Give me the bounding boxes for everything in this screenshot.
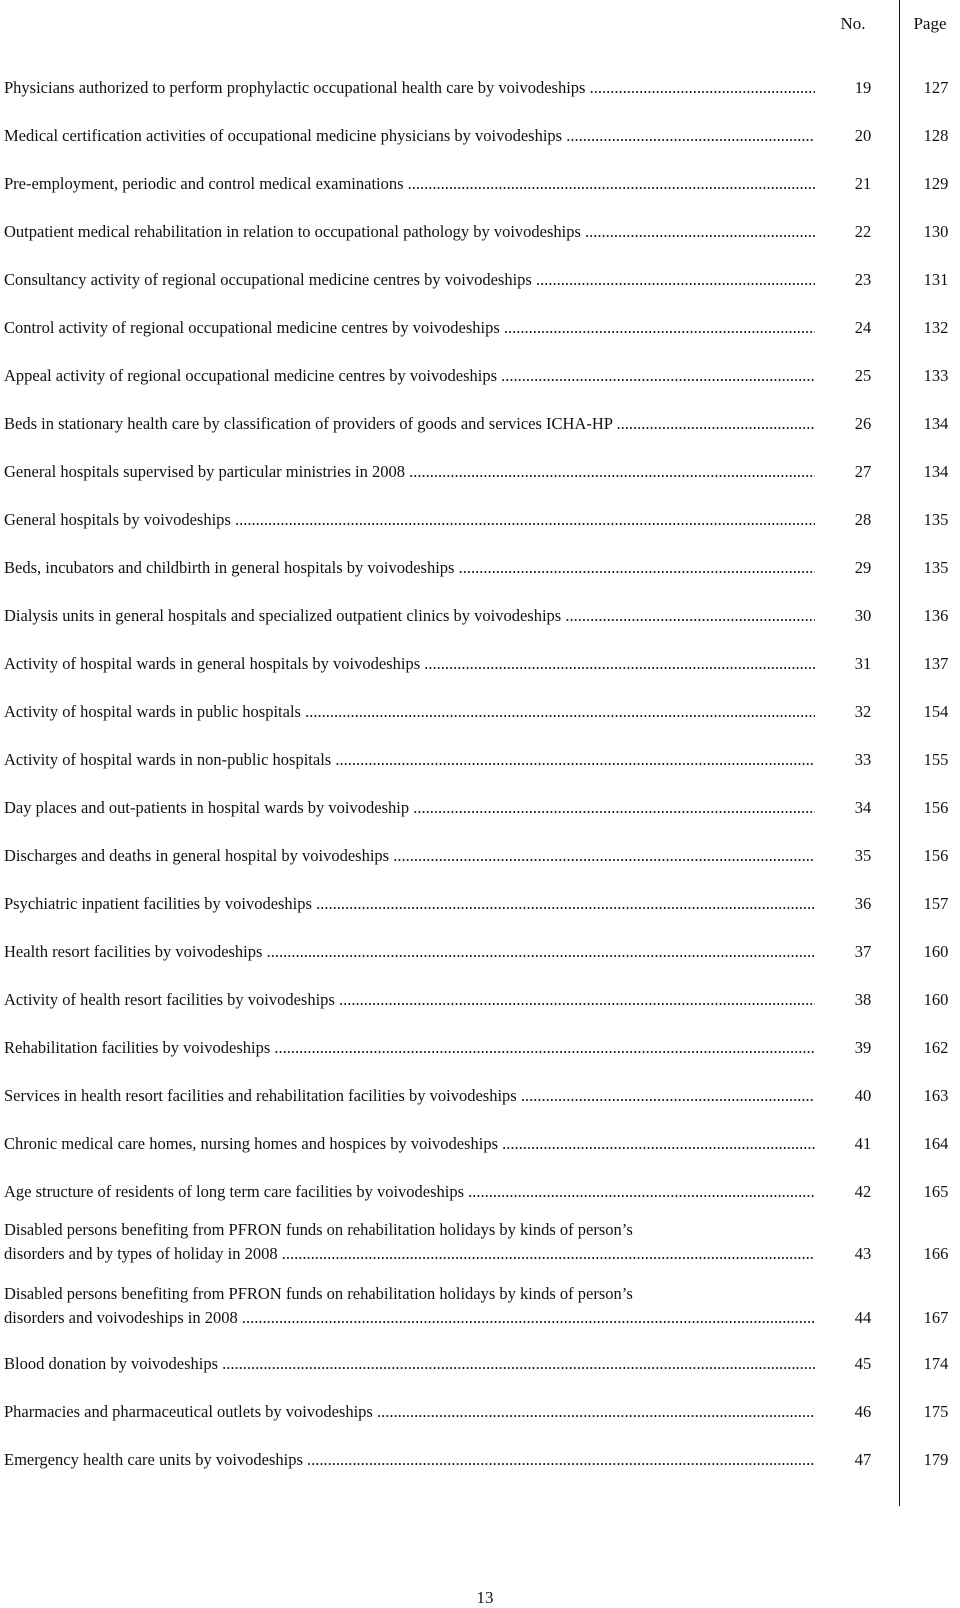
- toc-entry-title-line: Discharges and deaths in general hospital by voivodeships .....: [4, 844, 815, 868]
- toc-entry-title: [4, 652, 815, 676]
- toc-entry-title: [4, 1400, 815, 1424]
- toc-entry-title-line: Activity of hospital wards in non-public hospitals .....: [4, 748, 815, 772]
- toc-entry-title-line: Activity of hospital wards in public hospitals .....: [4, 700, 815, 724]
- toc-entry[interactable]: [4, 460, 954, 484]
- toc-entry[interactable]: [4, 652, 954, 676]
- toc-entry-title: [4, 988, 815, 1012]
- toc-entry-title-line: General hospitals by voivodeships .....: [4, 508, 815, 532]
- toc-entry-number: 37: [854, 942, 872, 961]
- page-number: 13: [476, 1588, 494, 1607]
- toc-entry-page: 136: [923, 606, 949, 625]
- toc-entry-number: 47: [854, 1450, 872, 1469]
- toc-entry[interactable]: [4, 1448, 954, 1472]
- toc-entry-title-line: Activity of health resort facilities by voivodeships .....: [4, 988, 815, 1012]
- toc-entry-title: [4, 460, 815, 484]
- toc-entry-page: 179: [923, 1450, 949, 1469]
- toc-entry-title-line: Health resort facilities by voivodeships .....: [4, 940, 815, 964]
- toc-entry-page: 167: [923, 1308, 949, 1327]
- toc-entry-title: [4, 1036, 815, 1060]
- toc-entry[interactable]: [4, 124, 954, 148]
- toc-entry-title-line: Day places and out-patients in hospital wards by voivodeship .....: [4, 796, 815, 820]
- toc-entry[interactable]: [4, 508, 954, 532]
- toc-entry-title: [4, 556, 815, 580]
- toc-entry-page: 163: [923, 1086, 949, 1105]
- toc-entry-title-line: disorders and voivodeships in 2008 .....: [4, 1306, 815, 1330]
- toc-entry-page: 154: [923, 702, 949, 721]
- toc-entry-number: 34: [854, 798, 872, 817]
- toc-entry-title-line: Pharmacies and pharmaceutical outlets by voivodeships .....: [4, 1400, 815, 1424]
- toc-entry-title: [4, 508, 815, 532]
- toc-entry-title: [4, 268, 815, 292]
- toc-entry-title-line: Services in health resort facilities and rehabilitation facilities by voivodeships .....: [4, 1084, 815, 1108]
- toc-entry-number: 32: [854, 702, 872, 721]
- toc-entry[interactable]: [4, 604, 954, 628]
- toc-entry-page: 130: [923, 222, 949, 241]
- toc-entry[interactable]: [4, 1218, 954, 1266]
- toc-entry[interactable]: [4, 892, 954, 916]
- toc-entry-number: 31: [854, 654, 872, 673]
- toc-entry-title-line: Control activity of regional occupational medicine centres by voivodeships .....: [4, 316, 815, 340]
- toc-entry-page: 160: [923, 942, 949, 961]
- toc-entry-page: 175: [923, 1402, 949, 1421]
- toc-entry-number: 19: [854, 78, 872, 97]
- toc-entry-number: 42: [854, 1182, 872, 1201]
- toc-entry-number: 20: [854, 126, 872, 145]
- toc-entry[interactable]: [4, 1084, 954, 1108]
- toc-entry[interactable]: [4, 76, 954, 100]
- toc-entry-title: [4, 844, 815, 868]
- toc-entry-title: [4, 796, 815, 820]
- toc-entry-page: 134: [923, 414, 949, 433]
- toc-entry-title: [4, 1282, 815, 1330]
- toc-entry-page: 157: [923, 894, 949, 913]
- toc-entry[interactable]: [4, 556, 954, 580]
- toc-entry-title-line: Medical certification activities of occupational medicine physicians by voivodeships .....: [4, 124, 815, 148]
- toc-entry-page: 162: [923, 1038, 949, 1057]
- toc-entry-number: 44: [854, 1308, 872, 1327]
- column-header-page: Page: [913, 14, 947, 33]
- toc-entry-page: 160: [923, 990, 949, 1009]
- toc-entry-title: [4, 220, 815, 244]
- toc-entry-page: 128: [923, 126, 949, 145]
- toc-entry[interactable]: [4, 844, 954, 868]
- column-header-no: No.: [840, 14, 866, 33]
- toc-entry-title-line: Beds in stationary health care by classification of providers of goods and services ICHA-HP .....: [4, 412, 815, 436]
- toc-entry-page: 127: [923, 78, 949, 97]
- toc-entry-page: 132: [923, 318, 949, 337]
- toc-entry-title-line: Emergency health care units by voivodeships .....: [4, 1448, 815, 1472]
- toc-entry-number: 23: [854, 270, 872, 289]
- toc-entry-number: 21: [854, 174, 872, 193]
- toc-entry-title-line: disorders and by types of holiday in 2008 .....: [4, 1242, 815, 1266]
- toc-entry-number: 22: [854, 222, 872, 241]
- toc-entry-page: 164: [923, 1134, 949, 1153]
- toc-entry[interactable]: [4, 268, 954, 292]
- toc-entry-title-line: Pre-employment, periodic and control medical examinations .....: [4, 172, 815, 196]
- toc-entry[interactable]: [4, 1180, 954, 1204]
- toc-entry[interactable]: [4, 1282, 954, 1330]
- toc-entry[interactable]: [4, 412, 954, 436]
- toc-entry-title-line: Activity of hospital wards in general hospitals by voivodeships .....: [4, 652, 815, 676]
- toc-entry-title-line: Appeal activity of regional occupational medicine centres by voivodeships .....: [4, 364, 815, 388]
- toc-entry-title: [4, 604, 815, 628]
- toc-entry[interactable]: [4, 796, 954, 820]
- toc-entry-number: 41: [854, 1134, 872, 1153]
- toc-entry-title: [4, 940, 815, 964]
- toc-entry-page: 134: [923, 462, 949, 481]
- toc-entry-title-line: Consultancy activity of regional occupational medicine centres by voivodeships .....: [4, 268, 815, 292]
- toc-entry-number: 33: [854, 750, 872, 769]
- toc-entry-title: [4, 316, 815, 340]
- toc-entry[interactable]: [4, 940, 954, 964]
- toc-entry-number: 39: [854, 1038, 872, 1057]
- toc-entry-title: [4, 1180, 815, 1204]
- toc-entry[interactable]: [4, 1400, 954, 1424]
- toc-entry-title: [4, 172, 815, 196]
- toc-entry-title-line: Disabled persons benefiting from PFRON funds on rehabilitation holidays by kinds of person’s: [4, 1284, 633, 1303]
- toc-entry-title-line: Disabled persons benefiting from PFRON funds on rehabilitation holidays by kinds of person’s: [4, 1220, 633, 1239]
- toc-entry-title: [4, 892, 815, 916]
- toc-entry-title-line: Blood donation by voivodeships .....: [4, 1352, 815, 1376]
- toc-entry-number: 40: [854, 1086, 872, 1105]
- toc-entry-number: 25: [854, 366, 872, 385]
- toc-entry-title-line: Psychiatric inpatient facilities by voivodeships .....: [4, 892, 815, 916]
- toc-entry-number: 27: [854, 462, 872, 481]
- toc-entry-page: 131: [923, 270, 949, 289]
- toc-entry-page: 137: [923, 654, 949, 673]
- toc-entry[interactable]: [4, 988, 954, 1012]
- toc-entry-number: 24: [854, 318, 872, 337]
- toc-entry-title: [4, 1352, 815, 1376]
- toc-entry-number: 35: [854, 846, 872, 865]
- toc-entry-number: 36: [854, 894, 872, 913]
- toc-entry-page: 165: [923, 1182, 949, 1201]
- toc-entry-page: 156: [923, 798, 949, 817]
- toc-entry-page: 135: [923, 510, 949, 529]
- toc-entry-number: 43: [854, 1244, 872, 1263]
- toc-entry-number: 30: [854, 606, 872, 625]
- toc-entry-title-line: Outpatient medical rehabilitation in relation to occupational pathology by voivodeships .....: [4, 220, 815, 244]
- toc-entry[interactable]: [4, 748, 954, 772]
- toc-entry-title: [4, 700, 815, 724]
- toc-entry[interactable]: [4, 1132, 954, 1156]
- toc-entry-page: 155: [923, 750, 949, 769]
- toc-entry-title-line: Dialysis units in general hospitals and specialized outpatient clinics by voivodeships .....: [4, 604, 815, 628]
- toc-entry-title: [4, 124, 815, 148]
- toc-entry-number: 28: [854, 510, 872, 529]
- toc-entry-title-line: Chronic medical care homes, nursing homes and hospices by voivodeships .....: [4, 1132, 815, 1156]
- toc-entry-title-line: General hospitals supervised by particular ministries in 2008 .....: [4, 460, 815, 484]
- toc-entry-page: 135: [923, 558, 949, 577]
- toc-entry-page: 174: [923, 1354, 949, 1373]
- toc-entry[interactable]: [4, 316, 954, 340]
- toc-entry-page: 133: [923, 366, 949, 385]
- toc-entry[interactable]: [4, 364, 954, 388]
- toc-entry[interactable]: [4, 172, 954, 196]
- toc-entry[interactable]: [4, 1036, 954, 1060]
- toc-entry-title: [4, 1132, 815, 1156]
- toc-entry-title: [4, 76, 815, 100]
- toc-entry-number: 29: [854, 558, 872, 577]
- toc-entry-page: 156: [923, 846, 949, 865]
- toc-entry-title: [4, 412, 815, 436]
- toc-entry[interactable]: [4, 700, 954, 724]
- toc-entry-title: [4, 364, 815, 388]
- toc-entry-title-line: Beds, incubators and childbirth in general hospitals by voivodeships .....: [4, 556, 815, 580]
- toc-entry[interactable]: [4, 1352, 954, 1376]
- toc-entry-title: [4, 1448, 815, 1472]
- toc-entry-page: 129: [923, 174, 949, 193]
- toc-entry-title: [4, 1218, 815, 1266]
- toc-entry-title-line: Physicians authorized to perform prophylactic occupational health care by voivodeships .....: [4, 76, 815, 100]
- toc-entry-number: 38: [854, 990, 872, 1009]
- toc-entry-title-line: Rehabilitation facilities by voivodeships .....: [4, 1036, 815, 1060]
- toc-entry-page: 166: [923, 1244, 949, 1263]
- toc-entry-title: [4, 748, 815, 772]
- toc-entry-title: [4, 1084, 815, 1108]
- toc-entry-number: 45: [854, 1354, 872, 1373]
- toc-entry[interactable]: [4, 220, 954, 244]
- toc-entry-number: 46: [854, 1402, 872, 1421]
- toc-entry-title-line: Age structure of residents of long term care facilities by voivodeships .....: [4, 1180, 815, 1204]
- toc-entry-number: 26: [854, 414, 872, 433]
